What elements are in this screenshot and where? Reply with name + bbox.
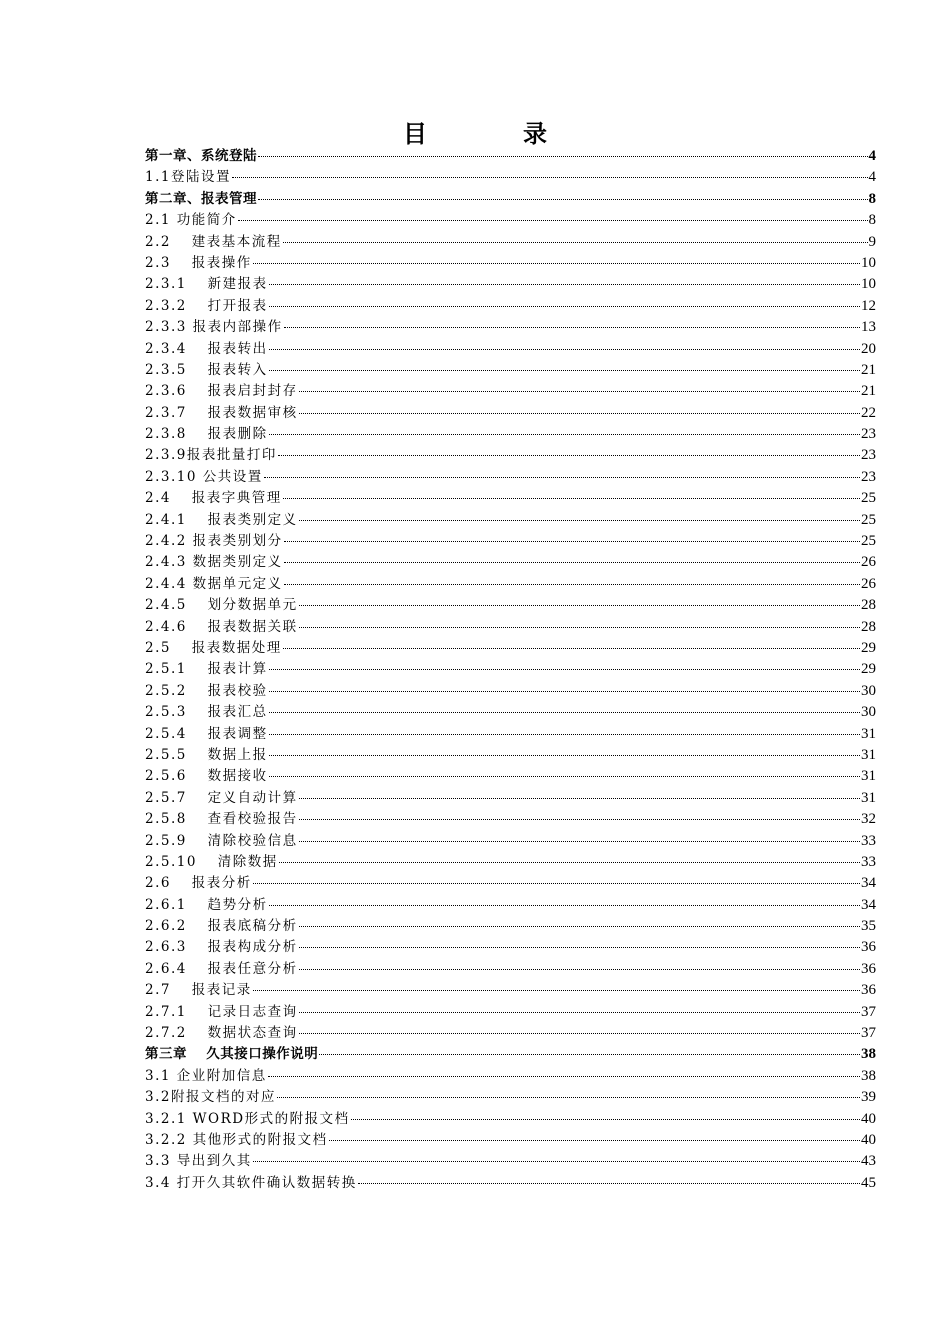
- toc-page-number: 8: [868, 212, 876, 229]
- toc-section-entry[interactable]: [145, 403, 876, 424]
- toc-section-entry[interactable]: [145, 574, 876, 595]
- toc-dot-leader: [269, 663, 860, 670]
- toc-entry-label: 2.3.9报表批量打印: [145, 447, 277, 464]
- toc-section-entry[interactable]: [145, 1130, 876, 1151]
- toc-dot-leader: [299, 941, 860, 948]
- toc-entry-label: 2.6.3 报表构成分析: [145, 939, 298, 956]
- toc-page-number: 23: [861, 447, 876, 464]
- toc-page-number: 4: [868, 169, 876, 186]
- toc-dot-leader: [264, 471, 860, 478]
- toc-title: 目 录: [403, 120, 583, 148]
- toc-entry-label: 3.3 导出到久其: [145, 1153, 252, 1170]
- toc-page-number: 32: [861, 811, 876, 828]
- toc-section-entry[interactable]: [145, 937, 876, 958]
- toc-section-entry[interactable]: [145, 467, 876, 488]
- toc-section-entry[interactable]: [145, 766, 876, 787]
- toc-page-number: 10: [861, 254, 876, 271]
- toc-dot-leader: [299, 407, 860, 414]
- toc-dot-leader: [283, 492, 860, 499]
- toc-chapter-entry[interactable]: [145, 1044, 876, 1065]
- toc-entry-label: 2.5.9 清除校验信息: [145, 832, 298, 849]
- toc-section-entry[interactable]: [145, 873, 876, 894]
- toc-entry-label: 2.5.8 查看校验报告: [145, 811, 298, 828]
- toc-entry-label: 2.5.5 数据上报: [145, 746, 268, 763]
- toc-entry-label: 2.3.10 公共设置: [145, 468, 263, 485]
- toc-page-number: 38: [861, 1046, 876, 1063]
- toc-entry-label: 2.7.1 记录日志查询: [145, 1003, 298, 1020]
- toc-dot-leader: [299, 835, 860, 842]
- toc-section-entry[interactable]: [145, 916, 876, 937]
- toc-section-entry[interactable]: [145, 831, 876, 852]
- toc-entry-label: 1.1登陆设置: [145, 169, 231, 186]
- toc-dot-leader: [319, 1048, 860, 1055]
- toc-section-entry[interactable]: [145, 1087, 876, 1108]
- toc-section-entry[interactable]: [145, 659, 876, 680]
- toc-page-number: 40: [861, 1110, 876, 1127]
- toc-page-number: 39: [861, 1089, 876, 1106]
- toc-section-entry[interactable]: [145, 360, 876, 381]
- toc-page-number: 9: [868, 233, 876, 250]
- toc-dot-leader: [269, 706, 860, 713]
- toc-dot-leader: [284, 556, 860, 563]
- toc-dot-leader: [269, 278, 860, 285]
- toc-entry-label: 2.5.6 数据接收: [145, 768, 268, 785]
- toc-page-number: 26: [861, 575, 876, 592]
- toc-page-number: 36: [861, 982, 876, 999]
- toc-page-number: 38: [861, 1067, 876, 1084]
- toc-entry-label: 2.5.1 报表计算: [145, 661, 268, 678]
- toc-page-number: 25: [861, 490, 876, 507]
- toc-entry-label: 2.6.4 报表任意分析: [145, 960, 298, 977]
- toc-section-entry[interactable]: [145, 1002, 876, 1023]
- toc-dot-leader: [258, 150, 868, 157]
- toc-section-entry[interactable]: [145, 681, 876, 702]
- toc-page-number: 35: [861, 918, 876, 935]
- toc-page-number: 31: [861, 789, 876, 806]
- toc-page-number: 10: [861, 276, 876, 293]
- toc-dot-leader: [299, 963, 860, 970]
- toc-entry-label: 2.4.1 报表类别定义: [145, 511, 298, 528]
- toc-section-entry[interactable]: [145, 488, 876, 509]
- toc-section-entry[interactable]: [145, 210, 876, 231]
- toc-section-entry[interactable]: [145, 617, 876, 638]
- toc-dot-leader: [358, 1177, 860, 1184]
- toc-section-entry[interactable]: [145, 1066, 876, 1087]
- toc-section-entry[interactable]: [145, 595, 876, 616]
- toc-dot-leader: [253, 877, 860, 884]
- toc-chapter-entry[interactable]: [145, 189, 876, 210]
- toc-section-entry[interactable]: [145, 424, 876, 445]
- toc-dot-leader: [351, 1113, 860, 1120]
- toc-dot-leader: [269, 364, 860, 371]
- toc-entry-label: 2.6.2 报表底稿分析: [145, 918, 298, 935]
- toc-section-entry[interactable]: [145, 788, 876, 809]
- toc-page-number: 37: [861, 1003, 876, 1020]
- toc-section-entry[interactable]: [145, 638, 876, 659]
- toc-dot-leader: [253, 984, 860, 991]
- toc-dot-leader: [284, 578, 860, 585]
- toc-entry-label: 2.7.2 数据状态查询: [145, 1025, 298, 1042]
- toc-section-entry[interactable]: [145, 339, 876, 360]
- toc-section-entry[interactable]: [145, 702, 876, 723]
- toc-entry-label: 2.4.5 划分数据单元: [145, 597, 298, 614]
- toc-dot-leader: [329, 1134, 860, 1141]
- toc-entry-label: 2.1 功能简介: [145, 212, 237, 229]
- toc-dot-leader: [232, 171, 868, 178]
- toc-dot-leader: [269, 899, 860, 906]
- toc-dot-leader: [269, 728, 860, 735]
- toc-dot-leader: [283, 236, 868, 243]
- toc-dot-leader: [269, 749, 860, 756]
- toc-entry-label: 2.3.1 新建报表: [145, 276, 268, 293]
- toc-entry-label: 2.6 报表分析: [145, 875, 252, 892]
- toc-section-entry[interactable]: [145, 895, 876, 916]
- toc-section-entry[interactable]: [145, 531, 876, 552]
- toc-entry-label: 2.2 建表基本流程: [145, 233, 282, 250]
- toc-dot-leader: [269, 300, 860, 307]
- toc-entry-label: 3.2附报文档的对应: [145, 1089, 276, 1106]
- toc-entry-label: 2.6.1 趋势分析: [145, 896, 268, 913]
- toc-page-number: 28: [861, 597, 876, 614]
- toc-dot-leader: [284, 535, 860, 542]
- toc-dot-leader: [299, 1027, 860, 1034]
- toc-dot-leader: [278, 449, 860, 456]
- toc-dot-leader: [269, 770, 860, 777]
- toc-section-entry[interactable]: [145, 510, 876, 531]
- toc-dot-leader: [253, 257, 860, 264]
- toc-dot-leader: [268, 1070, 860, 1077]
- toc-page-number: 21: [861, 361, 876, 378]
- toc-chapter-entry[interactable]: [145, 146, 876, 167]
- toc-dot-leader: [299, 599, 860, 606]
- toc-dot-leader: [299, 514, 860, 521]
- toc-page-number: 40: [861, 1131, 876, 1148]
- toc-page-number: 29: [861, 639, 876, 656]
- toc-dot-leader: [269, 428, 860, 435]
- toc-section-entry[interactable]: [145, 724, 876, 745]
- toc-page-number: 13: [861, 319, 876, 336]
- toc-dot-leader: [283, 642, 860, 649]
- toc-page-number: 23: [861, 426, 876, 443]
- toc-entry-label: 2.4 报表字典管理: [145, 490, 282, 507]
- toc-dot-leader: [238, 214, 868, 221]
- toc-entry-label: 3.1 企业附加信息: [145, 1067, 267, 1084]
- toc-entry-label: 2.3.6 报表启封封存: [145, 383, 298, 400]
- toc-section-entry[interactable]: [145, 1023, 876, 1044]
- toc-entry-label: 3.4 打开久其软件确认数据转换: [145, 1174, 357, 1191]
- toc-page-number: 25: [861, 511, 876, 528]
- toc-section-entry[interactable]: [145, 852, 876, 873]
- toc-section-entry[interactable]: [145, 1173, 876, 1194]
- toc-entry-label: 2.4.2 报表类别划分: [145, 533, 283, 550]
- toc-section-entry[interactable]: [145, 274, 876, 295]
- toc-dot-leader: [299, 813, 860, 820]
- toc-section-entry[interactable]: [145, 745, 876, 766]
- toc-dot-leader: [299, 920, 860, 927]
- toc-section-entry[interactable]: [145, 232, 876, 253]
- toc-entry-label: 3.2.2 其他形式的附报文档: [145, 1131, 328, 1148]
- toc-page-number: 25: [861, 533, 876, 550]
- toc-page-number: 12: [861, 297, 876, 314]
- toc-page-number: 29: [861, 661, 876, 678]
- toc-section-entry[interactable]: [145, 1109, 876, 1130]
- toc-section-entry[interactable]: [145, 381, 876, 402]
- toc-page-number: 31: [861, 768, 876, 785]
- toc-section-entry[interactable]: [145, 445, 876, 466]
- toc-entry-label: 第三章 久其接口操作说明: [145, 1046, 319, 1063]
- toc-section-entry[interactable]: [145, 167, 876, 188]
- toc-page-number: 4: [868, 148, 876, 164]
- toc-page-number: 8: [868, 190, 876, 207]
- toc-page-number: 37: [861, 1025, 876, 1042]
- toc-page-number: 23: [861, 468, 876, 485]
- toc-entry-label: 2.3 报表操作: [145, 254, 252, 271]
- toc-section-entry[interactable]: [145, 980, 876, 1001]
- toc-section-entry[interactable]: [145, 253, 876, 274]
- toc-entry-label: 2.3.2 打开报表: [145, 297, 268, 314]
- toc-entry-label: 2.5.7 定义自动计算: [145, 789, 298, 806]
- toc-entry-label: 2.3.4 报表转出: [145, 340, 268, 357]
- toc-page-number: 33: [861, 832, 876, 849]
- toc-page-number: 21: [861, 383, 876, 400]
- toc-dot-leader: [253, 1155, 860, 1162]
- toc-page-number: 20: [861, 340, 876, 357]
- toc-entry-label: 2.4.6 报表数据关联: [145, 618, 298, 635]
- toc-entry-label: 2.5.10 清除数据: [145, 853, 278, 870]
- toc-page-number: 43: [861, 1153, 876, 1170]
- toc-page-number: 28: [861, 618, 876, 635]
- toc-section-entry[interactable]: [145, 809, 876, 830]
- toc-dot-leader: [258, 193, 868, 200]
- toc-page-number: 31: [861, 746, 876, 763]
- toc-entry-label: 2.5.3 报表汇总: [145, 704, 268, 721]
- toc-dot-leader: [279, 856, 860, 863]
- toc-dot-leader: [299, 385, 860, 392]
- toc-entry-label: 2.3.3 报表内部操作: [145, 319, 283, 336]
- toc-entry-label: 2.3.7 报表数据审核: [145, 404, 298, 421]
- toc-section-entry[interactable]: [145, 317, 876, 338]
- toc-entry-label: 2.5.2 报表校验: [145, 682, 268, 699]
- toc-entry-label: 2.5.4 报表调整: [145, 725, 268, 742]
- toc-entry-label: 第一章、系统登陆: [145, 148, 257, 164]
- toc-entry-label: 第二章、报表管理: [145, 190, 257, 207]
- toc-dot-leader: [277, 1091, 860, 1098]
- toc-page-number: 36: [861, 960, 876, 977]
- toc-page-number: 26: [861, 554, 876, 571]
- toc-entry-label: 2.3.5 报表转入: [145, 361, 268, 378]
- toc-section-entry[interactable]: [145, 296, 876, 317]
- toc-entry-label: 2.3.8 报表删除: [145, 426, 268, 443]
- toc-page-number: 33: [861, 853, 876, 870]
- toc-entry-label: 2.5 报表数据处理: [145, 639, 282, 656]
- toc-section-entry[interactable]: [145, 959, 876, 980]
- toc-list: [145, 146, 876, 1194]
- toc-entry-label: 2.7 报表记录: [145, 982, 252, 999]
- toc-entry-label: 2.4.4 数据单元定义: [145, 575, 283, 592]
- toc-page-number: 34: [861, 875, 876, 892]
- toc-dot-leader: [299, 621, 860, 628]
- toc-page-number: 30: [861, 682, 876, 699]
- toc-dot-leader: [269, 343, 860, 350]
- toc-section-entry[interactable]: [145, 552, 876, 573]
- toc-dot-leader: [299, 792, 860, 799]
- toc-dot-leader: [269, 685, 860, 692]
- toc-dot-leader: [299, 1006, 860, 1013]
- toc-page-number: 30: [861, 704, 876, 721]
- toc-page-number: 36: [861, 939, 876, 956]
- toc-dot-leader: [284, 321, 860, 328]
- toc-entry-label: 2.4.3 数据类别定义: [145, 554, 283, 571]
- toc-section-entry[interactable]: [145, 1151, 876, 1172]
- toc-page-number: 31: [861, 725, 876, 742]
- toc-page-number: 22: [861, 404, 876, 421]
- toc-page-number: 45: [861, 1174, 876, 1191]
- toc-entry-label: 3.2.1 WORD形式的附报文档: [145, 1110, 350, 1127]
- toc-page-number: 34: [861, 896, 876, 913]
